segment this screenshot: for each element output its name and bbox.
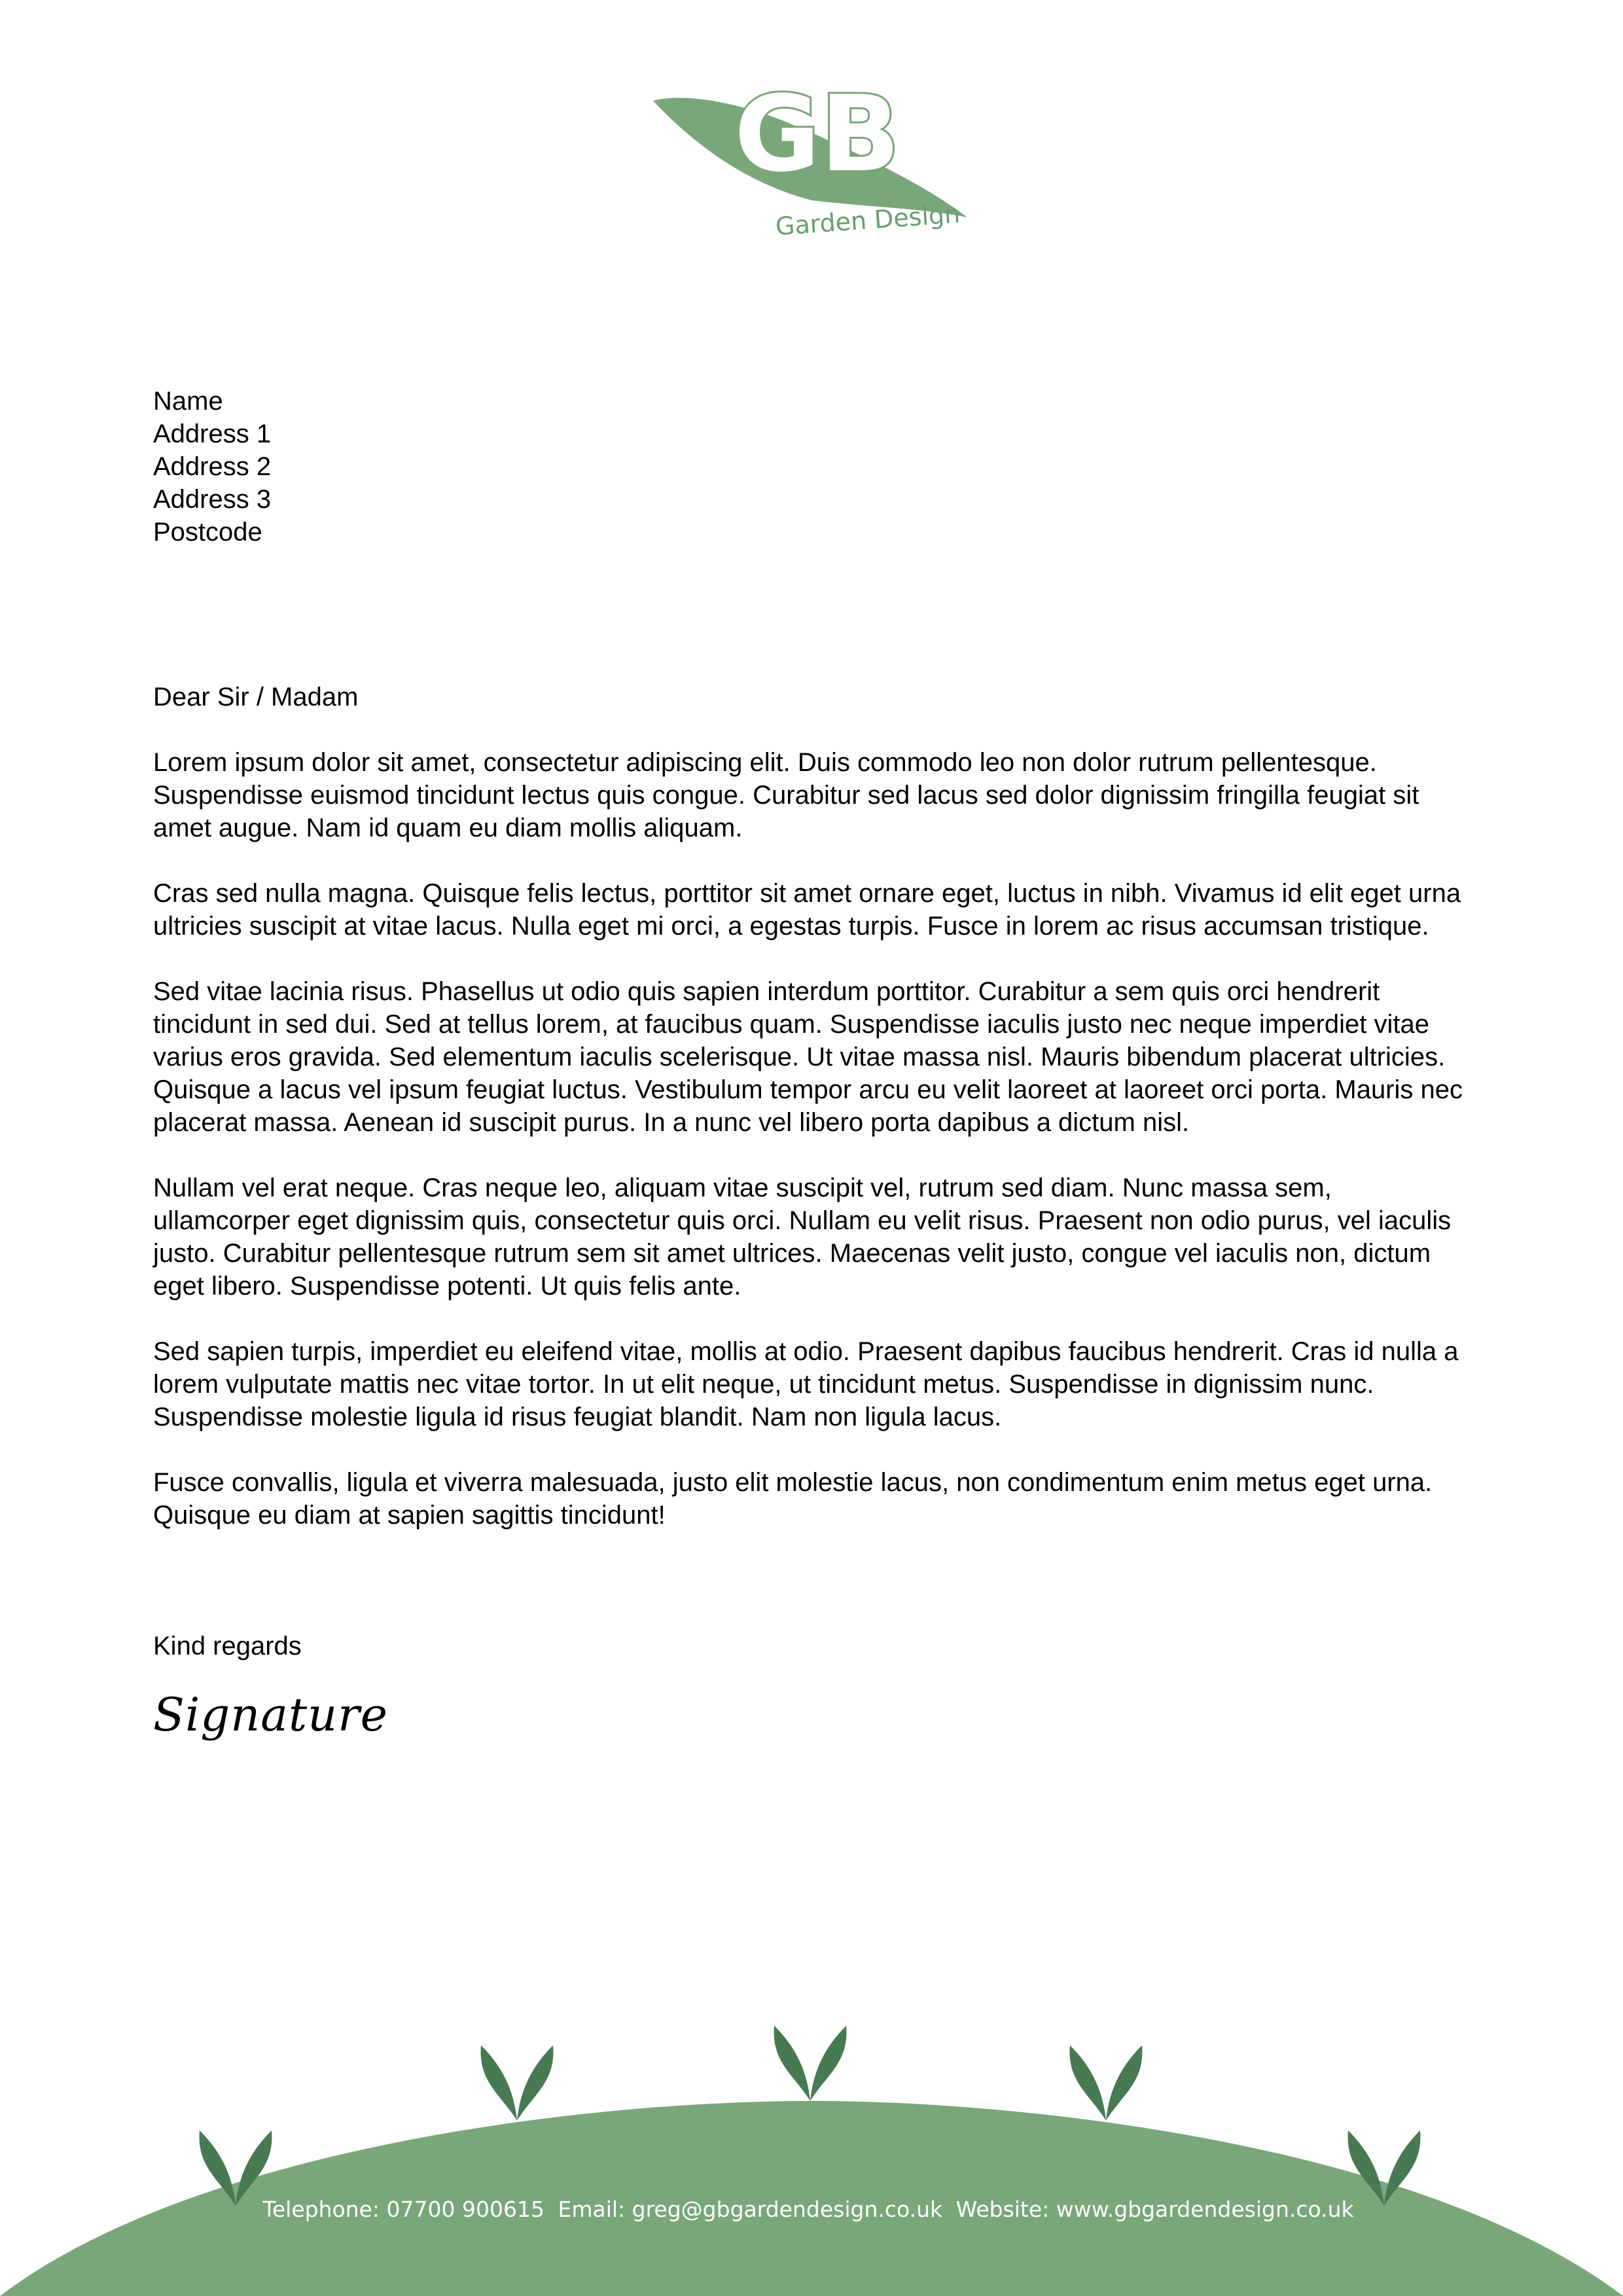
body-paragraph: Cras sed nulla magna. Quisque felis lectus, porttitor sit amet ornare eget, luctus in nibh. Vivamus id elit eget urna ultricies suscipit at vitae lacus. Nulla eget mi orci, a egestas turpis. Fusce in lorem ac risus accumsan tristique. <box>153 879 1461 941</box>
recipient-address-block <box>153 385 1475 548</box>
letter-body <box>153 746 1475 1564</box>
footer-email[interactable]: Email: greg@gbgardendesign.co.uk <box>558 2197 943 2222</box>
footer-website[interactable]: Website: www.gbgardendesign.co.uk <box>955 2197 1354 2222</box>
gb-garden-design-logo <box>648 72 975 242</box>
body-paragraph: Fusce convallis, ligula et viverra malesuada, justo elit molestie lacus, non condimentum enim metus eget urna. Quisque eu diam at sapien sagittis tincidunt! <box>153 1468 1433 1530</box>
closing: Kind regards <box>153 1632 302 1660</box>
recipient-postcode: Postcode <box>153 518 262 547</box>
recipient-address-1: Address 1 <box>153 420 272 448</box>
body-paragraph: Nullam vel erat neque. Cras neque leo, aliquam vitae suscipit vel, rutrum sed diam. Nunc massa sem, ullamcorper eget dignissim quis, consectetur quis orci. Nullam eu velit risus. Praesent non odio purus, vel iaculis justo. Curabitur pellentesque rutrum sem sit amet ultrices. Maecenas velit justo, congue vel iaculis non, dictum eget libero. Suspendisse potenti. Ut quis felis ante. <box>153 1174 1452 1300</box>
recipient-address-3: Address 3 <box>153 485 272 514</box>
leaf-sprout-icon <box>1070 2045 1143 2121</box>
signature: Signature <box>153 1688 389 1742</box>
body-paragraph: Sed vitae lacinia risus. Phasellus ut odio quis sapien interdum porttitor. Curabitur a sem quis orci hendrerit tincidunt in sed dui. Sed at tellus lorem, at faucibus quam. Suspendisse iaculis justo nec neque imperdiet vitae varius eros gravida. Sed elementum iaculis scelerisque. Ut vitae massa nisl. Mauris bibendum placerat ultricies. Quisque a lacus vel ipsum feugiat luctus. Vestibulum tempor arcu eu velit laoreet at laoreet orci porta. Mauris nec placerat massa. Aenean id suscipit purus. In a nunc vel libero porta dapibus a dictum nisl. <box>153 977 1463 1137</box>
footer-contact-line <box>0 2197 1623 2222</box>
salutation: Dear Sir / Madam <box>153 683 359 711</box>
body-paragraph: Lorem ipsum dolor sit amet, consectetur adipiscing elit. Duis commodo leo non dolor rutrum pellentesque. Suspendisse euismod tincidunt lectus quis congue. Curabitur sed lacus sed dolor dignissim fringilla feugiat sit amet augue. Nam id quam eu diam mollis aliquam. <box>153 748 1419 842</box>
footer-hill-decoration <box>0 2016 1623 2296</box>
recipient-name: Name <box>153 387 223 416</box>
footer-telephone: Telephone: 07700 900615 <box>262 2197 544 2222</box>
recipient-address-2: Address 2 <box>153 452 272 481</box>
logo-letters: GB <box>734 73 901 195</box>
leaf-sprout-icon <box>774 2026 847 2101</box>
logo-subtitle: Garden Design <box>774 199 961 242</box>
leaf-sprout-icon <box>481 2045 554 2121</box>
body-paragraph: Sed sapien turpis, imperdiet eu eleifend vitae, mollis at odio. Praesent dapibus faucibus hendrerit. Cras id nulla a lorem vulputate mattis nec vitae tortor. In ut elit neque, ut tincidunt metus. Suspendisse in dignissim nunc. Suspendisse molestie ligula id risus feugiat blandit. Nam non ligula lacus. <box>153 1337 1459 1431</box>
